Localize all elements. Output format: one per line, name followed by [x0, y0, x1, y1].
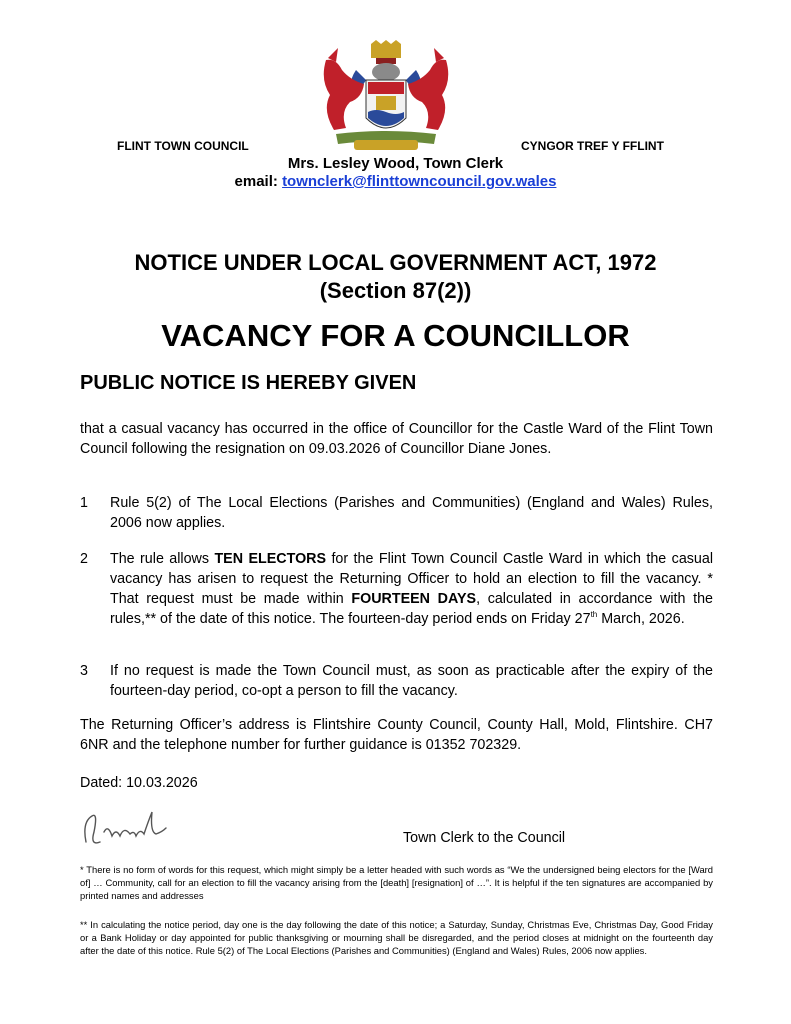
council-crest-logo	[316, 40, 456, 152]
notice-title-line1: NOTICE UNDER LOCAL GOVERNMENT ACT, 1972	[134, 250, 657, 275]
returning-officer-paragraph: The Returning Officer’s address is Flintshire County Council, County Hall, Mold, Flintshire. CH7 6NR and the telephone number for further guidance is 01352 702329.	[80, 717, 713, 753]
ten-electors-emphasis: TEN ELECTORS	[214, 551, 327, 567]
list-item-number: 2	[80, 551, 88, 567]
council-name-welsh: CYNGOR TREF Y FFLINT	[521, 139, 664, 153]
notice-subheading: PUBLIC NOTICE IS HEREBY GIVEN	[80, 372, 417, 394]
list-item-text: If no request is made the Town Council must, as soon as practicable after the expiry of the fourteen-day period, co-opt a person to fill the vacancy.	[110, 663, 713, 699]
signature-image	[78, 802, 178, 852]
email-line	[0, 173, 791, 190]
notice-headline: VACANCY FOR A COUNCILLOR	[161, 318, 630, 353]
email-link[interactable]: townclerk@flinttowncouncil.gov.wales	[282, 173, 557, 190]
list-item-number: 3	[80, 663, 88, 679]
list-item-text: The rule allows TEN ELECTORS for the Flint Town Council Castle Ward in which the casual vacancy has arisen to request the Returning Officer to hold an election to fill the vacancy. * That request must be made within FOURTEEN DAYS, calculated in accordance with the rules,** of the date of this notice. The fourteen-day period ends on Friday 27th March, 2026.	[110, 551, 714, 627]
notice-title-line2: (Section 87(2))	[319, 278, 472, 303]
footnote-1: * There is no form of words for this request, which might simply be a letter headed with such words as “We the undersigned being electors for the [Ward of] … Community, call for an election to fill the vacancy arising from the [death] [resignation] of …”. It is helpful if the ten signatures are accompanied by printed names and addresses	[80, 864, 713, 901]
dated-line: Dated: 10.03.2026	[80, 775, 198, 791]
council-name-english: FLINT TOWN COUNCIL	[117, 139, 249, 153]
signature-title: Town Clerk to the Council	[403, 830, 566, 846]
fourteen-days-emphasis: FOURTEEN DAYS	[351, 591, 477, 607]
list-item-number: 1	[80, 495, 88, 511]
town-clerk-name: Mrs. Lesley Wood, Town Clerk	[287, 155, 504, 172]
list-item-text: Rule 5(2) of The Local Elections (Parishes and Communities) (England and Wales) Rules, 2006 now applies.	[110, 495, 713, 531]
email-label: email:	[234, 173, 278, 190]
intro-paragraph: that a casual vacancy has occurred in the office of Councillor for the Castle Ward of the Flint Town Council following the resignation on 09.03.2026 of Councillor Diane Jones.	[80, 421, 713, 457]
footnote-2: ** In calculating the notice period, day one is the day following the date of this notice; a Saturday, Sunday, Christmas Eve, Christmas Day, Good Friday or a Bank Holiday or day appointed for public thanksgiving or mourning shall be disregarded, and the period closes at midnight on the fourteenth day after the date of this notice. Rule 5(2) of The Local Elections (Parishes and Communities) (England and Wales) Rules, 2006 now applies.	[80, 919, 713, 956]
